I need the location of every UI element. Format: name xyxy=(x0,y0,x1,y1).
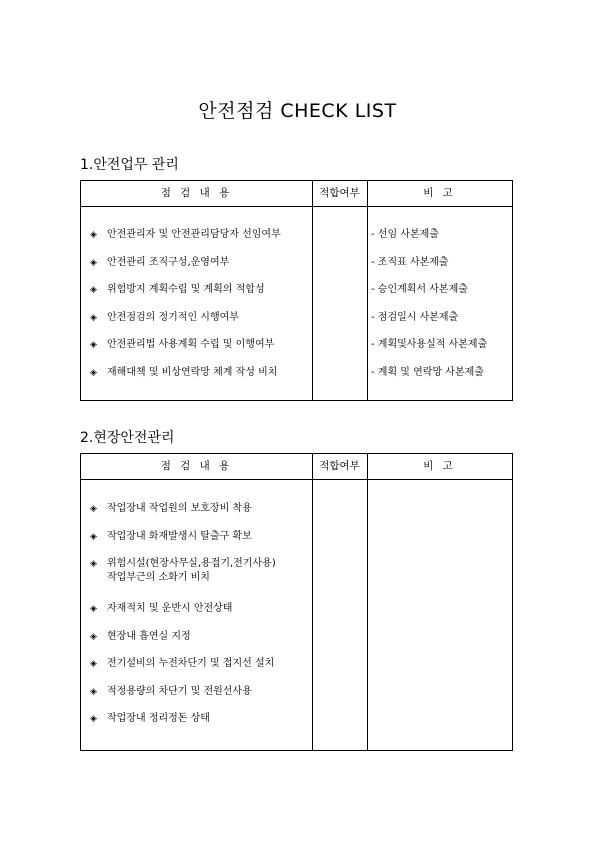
header-remarks: 비 고 xyxy=(423,460,456,472)
list-item xyxy=(89,366,314,394)
list-item xyxy=(89,283,314,311)
header-suitability: 적합여부 xyxy=(319,460,360,472)
table-header-row xyxy=(81,181,512,207)
header-suitability: 적합여부 xyxy=(319,187,360,199)
remark-text: - 계획 및 연락망 사본제출 xyxy=(371,366,484,378)
header-content: 점 검 내 용 xyxy=(160,460,233,472)
item-text: 안전관리자 및 안전관리담당자 선임여부 xyxy=(107,229,281,240)
checklist-table-2 xyxy=(80,453,513,751)
item-text: 적정용량의 차단기 및 전원선사용 xyxy=(107,685,252,697)
checklist-table-1 xyxy=(80,180,513,401)
list-item xyxy=(89,685,314,713)
list-item xyxy=(89,630,314,658)
diamond-bullet-icon: ◈ xyxy=(90,504,97,514)
diamond-bullet-icon: ◈ xyxy=(90,285,97,295)
remark-text: - 조직표 사본제출 xyxy=(371,256,449,268)
checklist-items xyxy=(89,502,314,740)
header-content: 점 검 내 용 xyxy=(160,187,233,199)
item-text: 위험시설(현장사무실,용접기,전기사용) xyxy=(107,558,276,569)
remarks-column xyxy=(371,228,513,393)
table-header-row xyxy=(81,454,512,480)
item-text: 전기설비의 누전차단기 및 접지선 설치 xyxy=(107,658,275,669)
list-item xyxy=(89,256,314,284)
list-item xyxy=(89,712,314,740)
diamond-bullet-icon: ◈ xyxy=(90,714,97,724)
item-text: 자재적치 및 운반시 안전상태 xyxy=(107,603,233,614)
item-text: 현장내 흡연실 지정 xyxy=(107,630,191,642)
diamond-bullet-icon: ◈ xyxy=(90,230,97,240)
list-item xyxy=(89,311,314,339)
diamond-bullet-icon: ◈ xyxy=(90,631,97,642)
item-text: 작업장내 작업원의 보호장비 착용 xyxy=(107,503,252,514)
list-item xyxy=(89,530,314,558)
item-text: 안전관리법 사용계획 수립 및 이행여부 xyxy=(107,339,275,350)
diamond-bullet-icon: ◈ xyxy=(90,257,97,268)
list-item xyxy=(89,657,314,685)
remark-text: - 계획및사용실적 사본제출 xyxy=(371,339,488,350)
diamond-bullet-icon: ◈ xyxy=(90,604,97,614)
item-text-continued: 작업부근의 소화기 비치 xyxy=(107,572,210,583)
remark-text: - 점검일시 사본제출 xyxy=(371,311,459,323)
list-item xyxy=(89,338,314,366)
remark-text: - 승인계획서 사본제출 xyxy=(371,284,468,295)
diamond-bullet-icon: ◈ xyxy=(90,312,97,323)
document-title: 안전점검 CHECK LIST xyxy=(198,100,397,122)
diamond-bullet-icon: ◈ xyxy=(90,340,97,350)
section-1-title: 1.안전업무 관리 xyxy=(80,157,179,173)
list-item xyxy=(89,502,314,530)
column-divider xyxy=(367,454,368,750)
list-item xyxy=(89,228,314,256)
item-text: 안전점검의 정기적인 시행여부 xyxy=(107,311,239,323)
item-text: 작업장내 정리정돈 상태 xyxy=(107,713,210,724)
diamond-bullet-icon: ◈ xyxy=(90,531,97,542)
diamond-bullet-icon: ◈ xyxy=(90,559,97,569)
item-text: 위험방지 계획수립 및 계획의 적합성 xyxy=(107,284,265,295)
diamond-bullet-icon: ◈ xyxy=(90,367,97,378)
diamond-bullet-icon: ◈ xyxy=(90,686,97,697)
remark-text: - 선임 사본제출 xyxy=(371,229,439,240)
item-text: 작업장내 화재발생시 탈출구 확보 xyxy=(107,530,252,542)
section-2-title: 2.현장안전관리 xyxy=(80,430,175,446)
item-text: 안전관리 조직구성,운영여부 xyxy=(107,256,230,268)
item-text: 재해대책 및 비상연락망 체계 작성 비치 xyxy=(107,366,278,378)
list-item xyxy=(89,557,314,602)
header-remarks: 비 고 xyxy=(423,187,456,199)
list-item xyxy=(89,602,314,630)
diamond-bullet-icon: ◈ xyxy=(90,659,97,669)
checklist-items xyxy=(89,228,314,393)
column-divider xyxy=(367,181,368,400)
